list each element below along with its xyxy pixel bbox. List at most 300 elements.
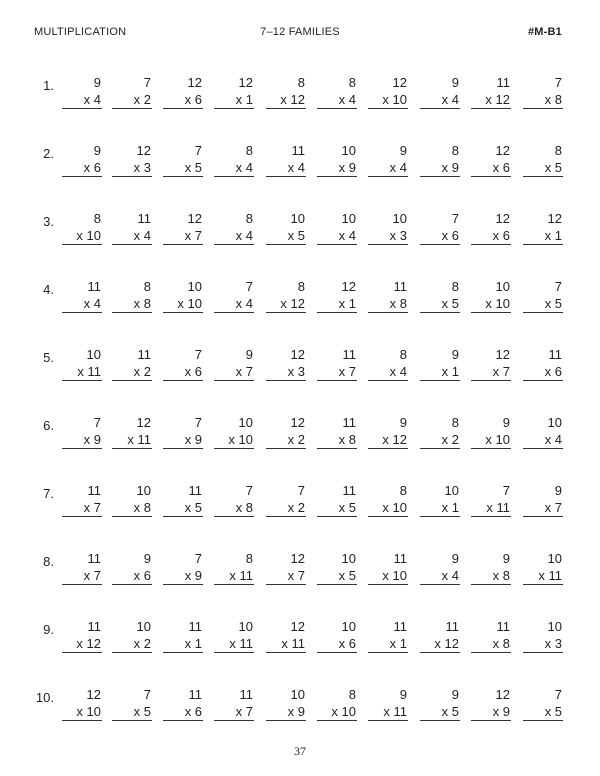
row-number: 8. [43, 554, 54, 569]
multiplier: x 8 [214, 499, 254, 517]
multiplicand: 9 [554, 483, 562, 498]
multiplier: x 12 [266, 91, 306, 109]
multiplicand: 11 [239, 687, 253, 702]
multiplier: x 10 [368, 567, 408, 585]
multiplier: x 3 [368, 227, 408, 245]
multiplicand: 9 [399, 415, 407, 430]
multiplication-problem [420, 142, 460, 177]
multiplication-problem [523, 346, 563, 381]
multiplication-problem [368, 482, 408, 517]
multiplicand: 8 [245, 211, 253, 226]
multiplicand: 12 [290, 415, 305, 430]
multiplicand: 12 [136, 143, 151, 158]
multiplication-problem [317, 550, 357, 585]
multiplier: x 4 [266, 159, 306, 177]
problem-row [0, 210, 600, 278]
row-number: 1. [43, 78, 54, 93]
multiplicand: 10 [341, 551, 356, 566]
multiplication-problem [523, 618, 563, 653]
multiplication-problem [471, 278, 511, 313]
multiplier: x 7 [266, 567, 306, 585]
multiplier: x 3 [112, 159, 152, 177]
multiplier: x 12 [368, 431, 408, 449]
multiplication-problem [214, 74, 254, 109]
multiplication-problem [112, 74, 152, 109]
multiplication-problem [471, 210, 511, 245]
problem-grid [0, 74, 600, 754]
multiplication-problem [163, 278, 203, 313]
multiplier: x 5 [266, 227, 306, 245]
multiplicand: 8 [297, 75, 305, 90]
multiplicand: 9 [245, 347, 253, 362]
multiplicand: 11 [188, 483, 202, 498]
multiplication-problem [163, 550, 203, 585]
multiplicand: 8 [399, 347, 407, 362]
multiplier: x 7 [62, 499, 102, 517]
multiplication-problem [214, 482, 254, 517]
multiplicand: 10 [547, 415, 562, 430]
multiplier: x 11 [112, 431, 152, 449]
multiplication-problem [163, 210, 203, 245]
multiplier: x 10 [62, 703, 102, 721]
multiplicand: 8 [93, 211, 101, 226]
multiplication-problem [471, 618, 511, 653]
multiplication-problem [420, 74, 460, 109]
problem-row [0, 278, 600, 346]
multiplication-problem [420, 346, 460, 381]
multiplicand: 9 [93, 143, 101, 158]
multiplication-problem [214, 278, 254, 313]
multiplicand: 10 [547, 551, 562, 566]
multiplicand: 8 [143, 279, 151, 294]
multiplicand: 11 [342, 415, 356, 430]
multiplier: x 2 [266, 499, 306, 517]
multiplier: x 1 [317, 295, 357, 313]
multiplier: x 6 [471, 159, 511, 177]
multiplier: x 1 [214, 91, 254, 109]
multiplicand: 11 [188, 687, 202, 702]
multiplier: x 6 [112, 567, 152, 585]
multiplier: x 2 [112, 635, 152, 653]
multiplication-problem [62, 278, 102, 313]
multiplication-problem [317, 278, 357, 313]
multiplier: x 4 [214, 227, 254, 245]
multiplication-problem [471, 686, 511, 721]
multiplicand: 12 [341, 279, 356, 294]
problem-row [0, 74, 600, 142]
row-number: 9. [43, 622, 54, 637]
multiplication-problem [523, 210, 563, 245]
multiplier: x 4 [214, 295, 254, 313]
multiplicand: 12 [495, 143, 510, 158]
multiplication-problem [62, 74, 102, 109]
multiplier: x 8 [112, 499, 152, 517]
multiplier: x 11 [214, 567, 254, 585]
multiplicand: 7 [297, 483, 305, 498]
multiplier: x 9 [266, 703, 306, 721]
multiplier: x 5 [420, 703, 460, 721]
multiplication-problem [420, 482, 460, 517]
multiplication-problem [523, 482, 563, 517]
multiplicand: 7 [554, 75, 562, 90]
multiplication-problem [420, 414, 460, 449]
multiplier: x 11 [471, 499, 511, 517]
multiplicand: 9 [451, 687, 459, 702]
multiplication-problem [266, 142, 306, 177]
multiplication-problem [62, 414, 102, 449]
multiplication-problem [368, 278, 408, 313]
multiplier: x 12 [266, 295, 306, 313]
multiplicand: 12 [187, 75, 202, 90]
problem-row [0, 550, 600, 618]
multiplication-problem [62, 210, 102, 245]
multiplier: x 8 [368, 295, 408, 313]
multiplicand: 11 [87, 279, 101, 294]
multiplication-problem [317, 346, 357, 381]
multiplier: x 2 [112, 91, 152, 109]
multiplication-problem [368, 686, 408, 721]
multiplicand: 11 [87, 619, 101, 634]
multiplier: x 5 [523, 159, 563, 177]
multiplier: x 7 [471, 363, 511, 381]
multiplier: x 11 [214, 635, 254, 653]
multiplication-problem [163, 686, 203, 721]
multiplicand: 8 [554, 143, 562, 158]
multiplier: x 2 [266, 431, 306, 449]
multiplier: x 6 [163, 91, 203, 109]
multiplier: x 4 [62, 91, 102, 109]
multiplicand: 10 [290, 211, 305, 226]
multiplication-problem [317, 686, 357, 721]
multiplicand: 10 [341, 143, 356, 158]
multiplier: x 7 [317, 363, 357, 381]
multiplicand: 12 [290, 619, 305, 634]
multiplicand: 7 [194, 143, 202, 158]
multiplier: x 9 [471, 703, 511, 721]
multiplication-problem [266, 482, 306, 517]
multiplication-problem [112, 550, 152, 585]
multiplier: x 4 [368, 159, 408, 177]
multiplicand: 7 [143, 75, 151, 90]
multiplication-problem [214, 686, 254, 721]
multiplication-problem [471, 482, 511, 517]
multiplier: x 5 [317, 567, 357, 585]
multiplicand: 9 [502, 551, 510, 566]
multiplier: x 7 [214, 703, 254, 721]
multiplier: x 4 [420, 567, 460, 585]
multiplicand: 9 [451, 75, 459, 90]
multiplicand: 8 [245, 551, 253, 566]
multiplicand: 9 [451, 551, 459, 566]
multiplicand: 10 [392, 211, 407, 226]
multiplicand: 10 [444, 483, 459, 498]
multiplicand: 10 [86, 347, 101, 362]
multiplication-problem [112, 142, 152, 177]
multiplicand: 11 [496, 75, 510, 90]
multiplicand: 10 [547, 619, 562, 634]
multiplier: x 6 [163, 703, 203, 721]
multiplier: x 5 [523, 295, 563, 313]
multiplication-problem [62, 142, 102, 177]
multiplier: x 12 [471, 91, 511, 109]
multiplier: x 10 [368, 499, 408, 517]
multiplicand: 10 [238, 619, 253, 634]
multiplication-problem [214, 346, 254, 381]
multiplicand: 11 [393, 619, 407, 634]
multiplier: x 4 [317, 227, 357, 245]
row-number: 4. [43, 282, 54, 297]
multiplier: x 11 [62, 363, 102, 381]
multiplier: x 7 [163, 227, 203, 245]
multiplier: x 1 [420, 499, 460, 517]
multiplier: x 10 [163, 295, 203, 313]
multiplicand: 8 [297, 279, 305, 294]
multiplier: x 5 [163, 499, 203, 517]
multiplier: x 10 [214, 431, 254, 449]
row-number: 5. [43, 350, 54, 365]
row-number: 2. [43, 146, 54, 161]
multiplication-problem [317, 414, 357, 449]
multiplication-problem [112, 414, 152, 449]
multiplication-problem [163, 346, 203, 381]
multiplicand: 12 [290, 347, 305, 362]
multiplication-problem [523, 74, 563, 109]
multiplication-problem [420, 686, 460, 721]
multiplication-problem [420, 618, 460, 653]
multiplicand: 7 [194, 551, 202, 566]
multiplication-problem [471, 74, 511, 109]
worksheet-topic: 7–12 FAMILIES [260, 26, 340, 38]
multiplicand: 12 [495, 687, 510, 702]
multiplicand: 9 [502, 415, 510, 430]
multiplier: x 1 [523, 227, 563, 245]
multiplication-problem [163, 74, 203, 109]
multiplicand: 12 [290, 551, 305, 566]
multiplicand: 7 [93, 415, 101, 430]
multiplier: x 10 [62, 227, 102, 245]
multiplication-problem [266, 346, 306, 381]
multiplicand: 11 [393, 279, 407, 294]
multiplicand: 7 [451, 211, 459, 226]
multiplication-problem [368, 414, 408, 449]
multiplicand: 9 [399, 143, 407, 158]
multiplier: x 9 [163, 567, 203, 585]
multiplication-problem [163, 482, 203, 517]
multiplier: x 12 [420, 635, 460, 653]
worksheet-header [0, 26, 600, 42]
multiplier: x 6 [471, 227, 511, 245]
multiplier: x 8 [317, 431, 357, 449]
multiplier: x 1 [163, 635, 203, 653]
problem-row [0, 346, 600, 414]
multiplier: x 9 [163, 431, 203, 449]
multiplication-problem [471, 142, 511, 177]
multiplication-problem [62, 686, 102, 721]
multiplication-problem [163, 414, 203, 449]
multiplier: x 11 [523, 567, 563, 585]
multiplication-problem [62, 618, 102, 653]
multiplication-problem [266, 74, 306, 109]
worksheet-code: #M-B1 [527, 26, 562, 38]
worksheet-subject: MULTIPLICATION [34, 26, 127, 38]
multiplicand: 8 [245, 143, 253, 158]
multiplication-problem [368, 210, 408, 245]
multiplicand: 10 [136, 619, 151, 634]
row-number: 3. [43, 214, 54, 229]
multiplicand: 8 [451, 415, 459, 430]
multiplicand: 10 [238, 415, 253, 430]
multiplier: x 5 [420, 295, 460, 313]
multiplication-problem [523, 414, 563, 449]
multiplicand: 8 [451, 143, 459, 158]
multiplicand: 11 [445, 619, 459, 634]
multiplication-problem [368, 550, 408, 585]
multiplicand: 11 [87, 551, 101, 566]
multiplicand: 11 [342, 483, 356, 498]
multiplicand: 7 [143, 687, 151, 702]
multiplication-problem [420, 278, 460, 313]
multiplier: x 10 [368, 91, 408, 109]
multiplication-problem [368, 346, 408, 381]
multiplicand: 11 [342, 347, 356, 362]
multiplier: x 7 [523, 499, 563, 517]
multiplicand: 12 [86, 687, 101, 702]
multiplication-problem [523, 278, 563, 313]
multiplication-problem [471, 346, 511, 381]
multiplier: x 8 [112, 295, 152, 313]
multiplicand: 7 [554, 279, 562, 294]
row-number: 10. [35, 690, 54, 705]
multiplicand: 10 [187, 279, 202, 294]
multiplier: x 11 [266, 635, 306, 653]
multiplier: x 5 [523, 703, 563, 721]
multiplication-problem [62, 550, 102, 585]
multiplication-problem [420, 210, 460, 245]
multiplier: x 8 [471, 567, 511, 585]
problem-row [0, 482, 600, 550]
problem-row [0, 414, 600, 482]
multiplication-problem [266, 278, 306, 313]
multiplication-problem [214, 142, 254, 177]
multiplier: x 5 [112, 703, 152, 721]
multiplicand: 11 [291, 143, 305, 158]
multiplier: x 11 [368, 703, 408, 721]
row-number: 7. [43, 486, 54, 501]
multiplicand: 7 [554, 687, 562, 702]
multiplier: x 6 [62, 159, 102, 177]
multiplication-problem [420, 550, 460, 585]
multiplicand: 11 [137, 211, 151, 226]
multiplier: x 9 [317, 159, 357, 177]
multiplier: x 4 [214, 159, 254, 177]
multiplier: x 3 [523, 635, 563, 653]
multiplicand: 9 [93, 75, 101, 90]
multiplication-problem [266, 550, 306, 585]
multiplier: x 7 [214, 363, 254, 381]
multiplier: x 2 [420, 431, 460, 449]
multiplier: x 1 [420, 363, 460, 381]
multiplicand: 11 [548, 347, 562, 362]
multiplicand: 8 [348, 75, 356, 90]
multiplier: x 9 [420, 159, 460, 177]
multiplicand: 11 [137, 347, 151, 362]
multiplicand: 7 [502, 483, 510, 498]
multiplicand: 12 [495, 347, 510, 362]
multiplicand: 9 [451, 347, 459, 362]
page-number: 37 [294, 744, 306, 758]
multiplicand: 12 [238, 75, 253, 90]
multiplication-problem [266, 210, 306, 245]
multiplicand: 9 [399, 687, 407, 702]
multiplication-problem [214, 210, 254, 245]
problem-row [0, 142, 600, 210]
multiplier: x 4 [112, 227, 152, 245]
multiplier: x 10 [471, 295, 511, 313]
multiplication-problem [112, 686, 152, 721]
problem-row [0, 618, 600, 686]
multiplication-problem [62, 346, 102, 381]
multiplier: x 9 [62, 431, 102, 449]
multiplication-problem [266, 686, 306, 721]
multiplication-problem [523, 686, 563, 721]
multiplication-problem [62, 482, 102, 517]
multiplication-problem [317, 618, 357, 653]
multiplication-problem [112, 278, 152, 313]
multiplier: x 1 [368, 635, 408, 653]
multiplier: x 6 [420, 227, 460, 245]
multiplier: x 4 [62, 295, 102, 313]
multiplicand: 7 [245, 279, 253, 294]
multiplication-problem [317, 74, 357, 109]
multiplier: x 5 [317, 499, 357, 517]
row-number: 6. [43, 418, 54, 433]
multiplicand: 12 [495, 211, 510, 226]
multiplicand: 8 [399, 483, 407, 498]
multiplication-problem [214, 618, 254, 653]
multiplicand: 11 [87, 483, 101, 498]
multiplication-problem [368, 74, 408, 109]
multiplicand: 11 [393, 551, 407, 566]
multiplication-problem [266, 618, 306, 653]
multiplication-problem [112, 482, 152, 517]
multiplication-problem [214, 550, 254, 585]
multiplicand: 10 [341, 619, 356, 634]
multiplication-problem [317, 482, 357, 517]
multiplication-problem [471, 414, 511, 449]
multiplier: x 10 [471, 431, 511, 449]
multiplicand: 7 [245, 483, 253, 498]
multiplication-problem [368, 142, 408, 177]
multiplication-problem [317, 210, 357, 245]
multiplier: x 4 [368, 363, 408, 381]
multiplier: x 4 [420, 91, 460, 109]
multiplier: x 10 [317, 703, 357, 721]
multiplicand: 10 [495, 279, 510, 294]
multiplication-problem [471, 550, 511, 585]
multiplicand: 11 [188, 619, 202, 634]
multiplicand: 12 [392, 75, 407, 90]
multiplier: x 3 [266, 363, 306, 381]
multiplicand: 8 [451, 279, 459, 294]
multiplier: x 8 [471, 635, 511, 653]
multiplier: x 5 [163, 159, 203, 177]
multiplier: x 6 [317, 635, 357, 653]
multiplication-problem [317, 142, 357, 177]
multiplier: x 4 [523, 431, 563, 449]
multiplicand: 12 [187, 211, 202, 226]
multiplicand: 12 [547, 211, 562, 226]
multiplicand: 10 [341, 211, 356, 226]
